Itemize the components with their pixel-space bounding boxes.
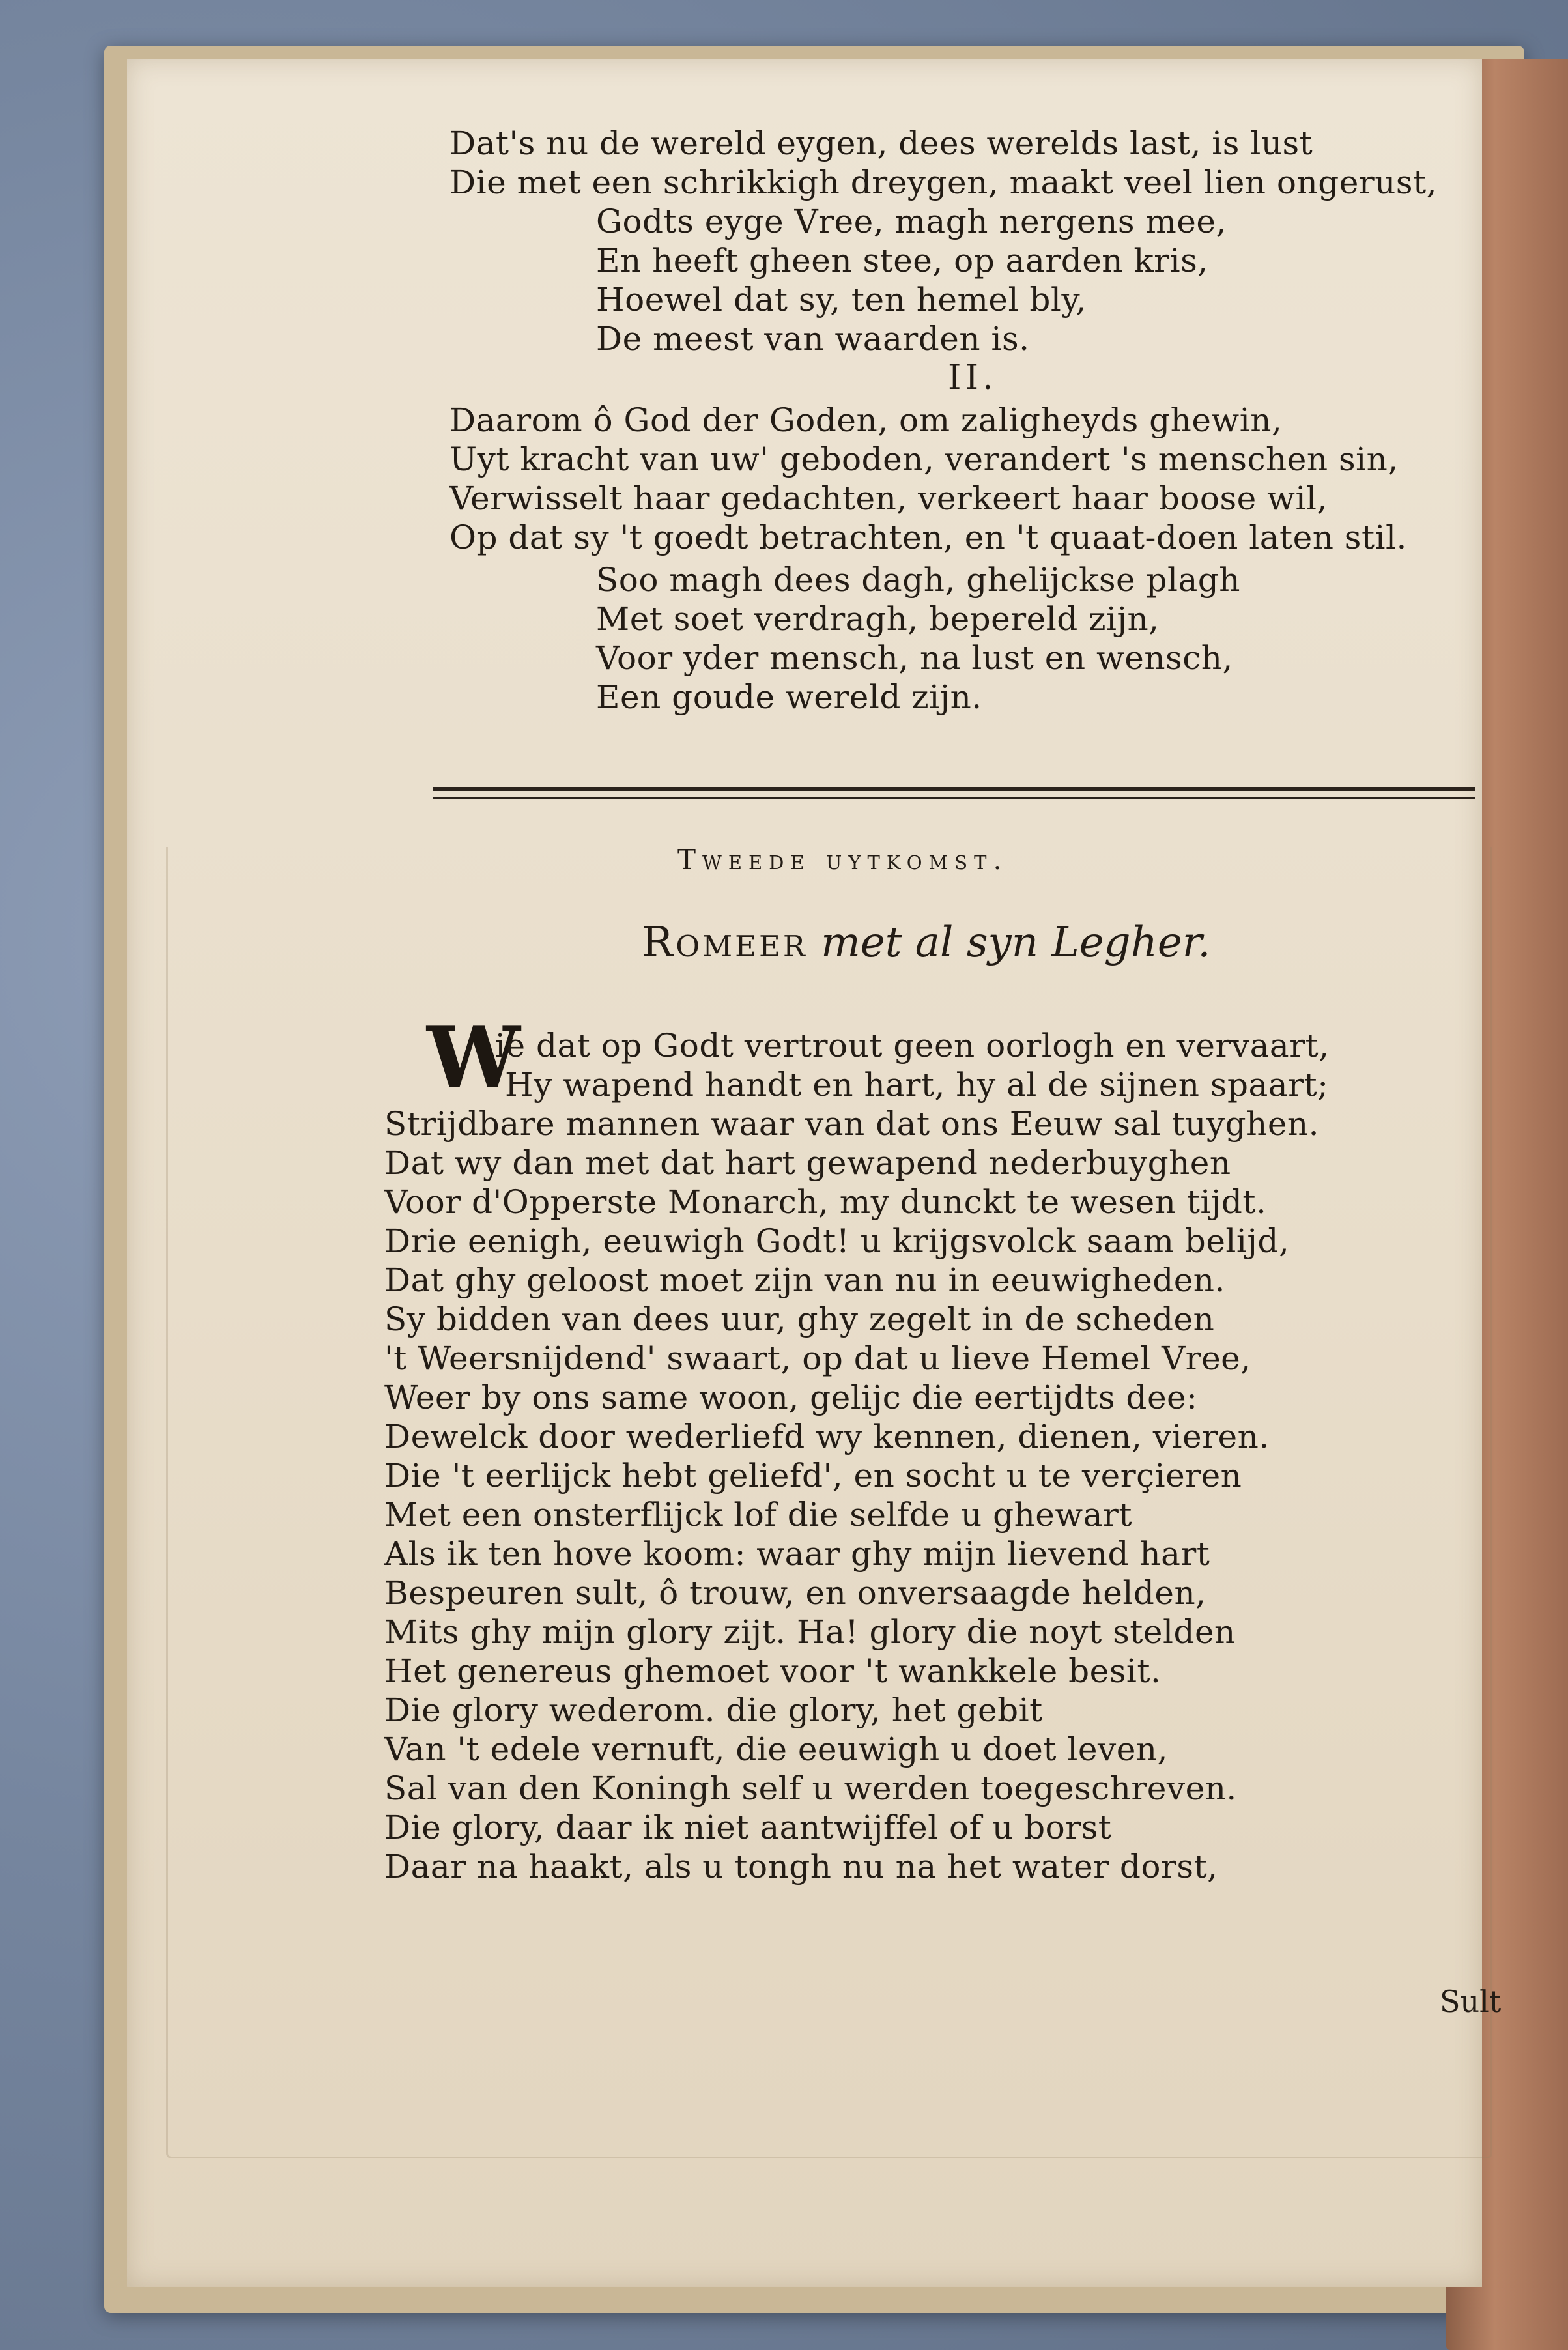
section-title-subtitle: met al syn Legher. [821,919,1211,967]
poem-main-line: 't Weersnijdend' swaart, op dat u lieve Hemel Vree, [384,1340,1251,1377]
stanza-line: Voor yder mensch, na lust en wensch, [596,639,1233,677]
section-divider-rule [433,787,1475,799]
catchword: Sult [1440,1984,1502,2019]
poem-main-line: ie dat op Godt vertrout geen oorlogh en vervaart, [495,1027,1330,1065]
stanza-number: II. [948,358,997,397]
poem-main-line: Met een onsterflijck lof die selfde u ghewart [384,1496,1132,1534]
poem-main-line: Dat wy dan met dat hart gewapend nederbuyghen [384,1144,1231,1182]
poem-main-line: Hy wapend handt en hart, hy al de sijnen spaart; [505,1066,1329,1104]
poem-main-line: Bespeuren sult, ô trouw, en onversaagde helden, [384,1574,1206,1612]
section-title-name: Romeer [642,919,808,967]
poem-main-line: Daar na haakt, als u tongh nu na het water dorst, [384,1848,1218,1885]
poem-top-line: De meest van waarden is. [596,320,1030,358]
poem-main-line: Het genereus ghemoet voor 't wankkele besit. [384,1652,1162,1690]
poem-top-line: Die met een schrikkigh dreygen, maakt veel lien ongerust, [449,164,1438,201]
poem-top-line: Dat's nu de wereld eygen, dees werelds last, is lust [449,124,1313,162]
poem-main-line: Als ik ten hove koom: waar ghy mijn lievend hart [384,1535,1210,1573]
poem-main-line: Mits ghy mijn glory zijt. Ha! glory die noyt stelden [384,1613,1236,1651]
poem-main-line: Dewelck door wederliefd wy kennen, dienen, vieren. [384,1418,1270,1455]
stanza-line: Soo magh dees dagh, ghelijckse plagh [596,561,1240,599]
poem-top-line: Hoewel dat sy, ten hemel bly, [596,281,1087,319]
poem-main-line: Sal van den Koningh self u werden toegeschreven. [384,1770,1237,1807]
poem-main-line: Voor d'Opperste Monarch, my dunckt te wesen tijdt. [384,1183,1267,1221]
poem-top-line: En heeft gheen stee, op aarden kris, [596,242,1208,279]
stanza-line: Op dat sy 't goedt betrachten, en 't quaat-doen laten stil. [449,519,1407,556]
stanza-line: Uyt kracht van uw' geboden, verandert 's menschen sin, [449,440,1399,478]
poem-main-line: Drie eenigh, eeuwigh Godt! u krijgsvolck saam belijd, [384,1222,1290,1260]
stanza-line: Met soet verdragh, bepereld zijn, [596,600,1160,638]
poem-main-line: Sy bidden van dees uur, ghy zegelt in de scheden [384,1300,1215,1338]
poem-main-line: Die 't eerlijck hebt geliefd', en socht u te verçieren [384,1457,1242,1495]
poem-top-line: Godts eyge Vree, magh nergens mee, [596,203,1227,240]
poem-main-line: Van 't edele vernuft, die eeuwigh u doet leven, [384,1730,1168,1768]
poem-main-line: Weer by ons same woon, gelijc die eertijdts dee: [384,1379,1198,1416]
stanza-line: Een goude wereld zijn. [596,678,982,716]
poem-main-line: Die glory, daar ik niet aantwijffel of u borst [384,1809,1112,1846]
poem-main-line: Strijdbare mannen waar van dat ons Eeuw sal tuyghen. [384,1105,1320,1143]
poem-main-line: Dat ghy geloost moet zijn van nu in eeuwigheden. [384,1261,1225,1299]
section-title [642,919,1211,967]
stanza-line: Verwisselt haar gedachten, verkeert haar boose wil, [449,480,1328,517]
stanza-line: Daarom ô God der Goden, om zaligheyds ghewin, [449,401,1283,439]
drop-cap-letter: W [427,1009,520,1107]
poem-main-line: Die glory wederom. die glory, het gebit [384,1691,1043,1729]
section-label: Tweede uytkomst. [677,844,1008,876]
